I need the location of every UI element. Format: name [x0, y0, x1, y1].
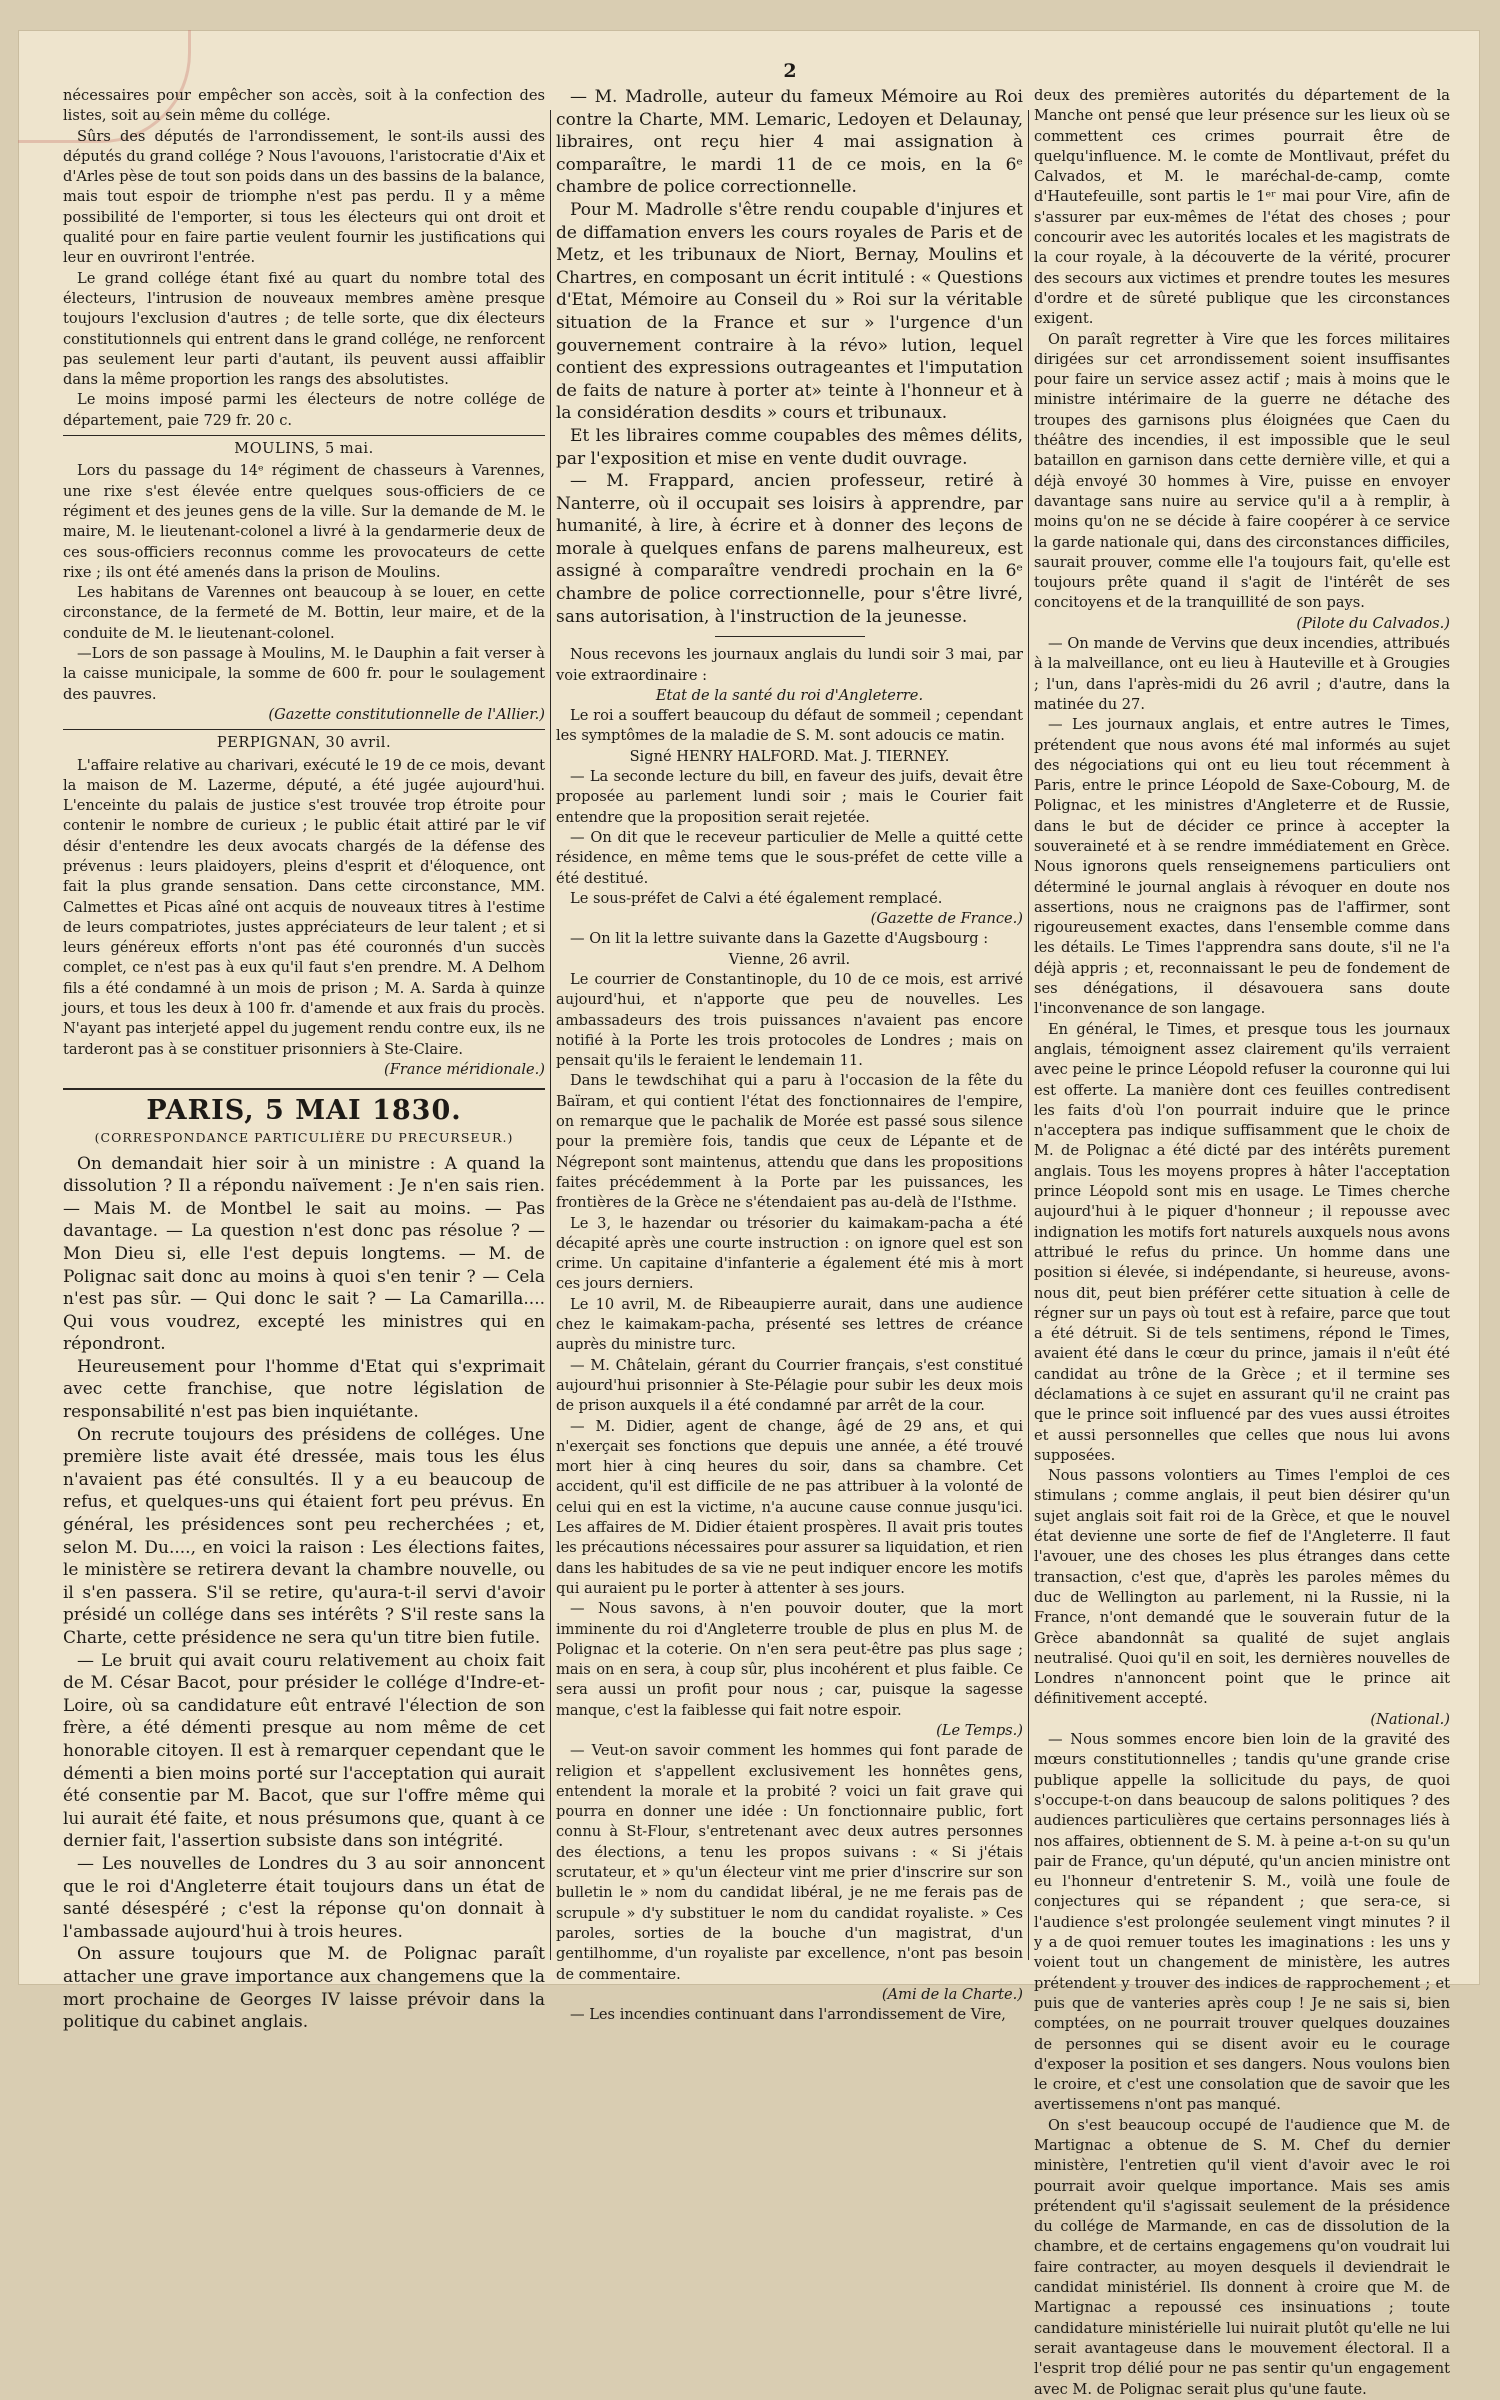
paragraph: Et les libraires comme coupables des mêmes délits, par l'exposition et mise en vente dudit ouvrage. — [556, 425, 1023, 469]
paragraph: Les habitans de Varennes ont beaucoup à se louer, en cette circonstance, de la fermeté de M. Bottin, leur maire, et de la conduite de M. le lieutenant-colonel. — [63, 584, 545, 642]
column-2 — [556, 86, 1023, 2024]
paragraph: On s'est beaucoup occupé de l'audience que M. de Martignac a obtenue de S. M. Chef du dernier ministère, l'entretien qu'il vient d'avoir avec le roi pourrait avoir quelque importance. Mais ses amis prétendent qu'il s'agissait seulement de la présidence du collége de Marmande, en cas de dissolution de la chambre, et de certains engagemens qu'on voudrait lui faire contracter, au moyen desquels il deviendrait le candidat ministériel. Ils donnent à croire que M. de Martignac a repoussé ces insinuations ; toute candidature ministérielle lui nuirait plutôt qu'elle ne lui serait avantageuse dans le mouvement électoral. Il a l'esprit trop délié pour ne pas sentir qu'un engagement avec M. de Polignac serait plus qu'une faute. — [1034, 2116, 1450, 2398]
paragraph: — Les nouvelles de Londres du 3 au soir annoncent que le roi d'Angleterre était toujours dans un état de santé désespéré ; c'est la réponse qu'on donnait à l'ambassade aujourd'hui à trois heures. — [63, 1853, 545, 1942]
page-number: 2 — [783, 60, 797, 82]
paragraph: Dans le tewdschihat qui a paru à l'occasion de la fête du Baïram, et qui contient l'état des fonctionnaires de l'empire, on remarque que le pachalik de Morée est passé sous silence pour la première fois, tandis que ceux de Lépante et de Négrepont sont maintenus, attendu que dans les propositions faites précédemment à la Porte par les puissances, les frontières de la Grèce ne s'étendaient pas au-delà de l'Isthme. — [556, 1072, 1023, 1212]
dateline-vienne: Vienne, 26 avril. — [728, 950, 851, 968]
paragraph: Le 10 avril, M. de Ribeaupierre aurait, dans une audience chez le kaimakam-pacha, présenté ses lettres de créance auprès du ministre turc. — [556, 1295, 1023, 1354]
paragraph: L'affaire relative au charivari, exécuté le 19 de ce mois, devant la maison de M. Lazerme, député, a été jugée aujourd'hui. L'enceinte du palais de justice s'est trouvée trop étroite pour contenir le nombre de curieux ; le public était attiré par le vif désir d'entendre les deux avocats chargés de la défense des prévenus : leurs plaidoyers, pleins d'esprit et d'éloquence, ont fait la plus grande sensation. Dans cette circonstance, MM. Calmettes et Picas aîné ont acquis de nouveaux titres à l'estime de leurs compatriotes, justes appréciateurs de leur talent ; et si leurs généreux efforts n'ont pas été couronnés d'un succès complet, ce n'est pas à eux qu'il faut s'en prendre. M. A Delhom fils a été condamné à un mois de prison ; M. A. Sarda à quinze jours, et tous les deux à 100 fr. d'amende et aux frais du procès. N'ayant pas interjeté appel du jugement rendu contre eux, ils ne tarderont pas à se constituer prisonniers à Ste-Claire. — [63, 756, 545, 1058]
paragraph: — M. Châtelain, gérant du Courrier français, s'est constitué aujourd'hui prisonnier à Ste-Pélagie pour subir les deux mois de prison auxquels il a été condamné par arrêt de la cour. — [556, 1356, 1023, 1415]
paragraph: Sûrs des députés de l'arrondissement, le sont-ils aussi des députés du grand collége ? Nous l'avouons, l'aristocratie d'Aix et d'Arles pèse de tout son poids dans un des bassins de la balance, mais tout espoir de triomphe n'est pas perdu. Il y a même possibilité de l'emporter, si tous les électeurs qui ont droit et qualité pour en faire partie veulent fournir les justifications qui leur en ouvriront l'entrée. — [63, 127, 546, 267]
bulletin-title: Etat de la santé du roi d'Angleterre. — [655, 686, 924, 704]
source-attribution: (Ami de la Charte.) — [881, 1985, 1023, 2003]
source-attribution: (Pilote du Calvados.) — [1296, 614, 1450, 632]
paragraph: Le sous-préfet de Calvi a été également remplacé. — [570, 889, 943, 907]
source-attribution: (National.) — [1370, 1710, 1450, 1728]
correspondence-label: (CORRESPONDANCE PARTICULIÈRE DU PRECURSEUR.) — [94, 1130, 514, 1146]
source-attribution: (France méridionale.) — [384, 1060, 545, 1078]
paragraph: — On lit la lettre suivante dans la Gazette d'Augsbourg : — [570, 930, 989, 948]
paragraph: deux des premières autorités du département de la Manche ont pensé que leur présence sur les lieux où se commettent ces crimes pourrait être de quelqu'influence. M. le comte de Montlivaut, préfet du Calvados, et M. le maréchal-de-camp, comte d'Hautefeuille, sont partis le 1ᵉʳ mai pour Vire, afin de s'assurer par eux-mêmes de l'état des choses ; pour concourir avec les autorités locales et les magistrats de la cour royale, à la découverte de la vérité, procurer des secours aux victimes et prendre toutes les mesures d'ordre et de sûreté publique que les circonstances exigent. — [1034, 87, 1450, 328]
paragraph: — On dit que le receveur particulier de Melle a quitté cette résidence, en même tems que le sous-préfet de cette ville a été destitué. — [556, 828, 1023, 887]
paragraph: — La seconde lecture du bill, en faveur des juifs, devait être proposée au parlement lundi soir ; mais le Courier fait entendre que la proposition serait rejetée. — [556, 768, 1023, 826]
bulletin-signature: Signé HENRY HALFORD. Mat. J. TIERNEY. — [629, 747, 950, 765]
paragraph: En général, le Times, et presque tous les journaux anglais, témoignent assez clairement qu'ils verraient avec peine le prince Léopold refuser la couronne qui lui est offerte. La manière dont ces feuilles contredisent les faits d'où l'on pourrait induire que le prince n'acceptera pas indique suffisamment que le choix de M. de Polignac a été dicté par des intérêts purement anglais. Tous les moyens propres à hâter l'acceptation prince Léopold sont mis en usage. Le Times cherche aujourd'hui à le piquer d'honneur ; il repousse avec indignation les motifs fort naturels auxquels nous avons attribué le refus du prince. Un homme dans une position si élevée, si indépendante, si heureuse, avons-nous dit, peut bien préférer cette situation à celle de régner sur un pays où tout est à refaire, parce que tout a été détruit. Si de tels sentimens, répond le Times, avaient été dans le cœur du prince, jamais il n'eût été candidat au trône de la Grèce ; et il termine ses déclamations à ce sujet en assurant qu'il ne craint pas que le prince soit influencé par des vues aussi étroites et aussi personnelles que celles que nous lui avons supposées. — [1034, 1020, 1450, 1464]
paragraph: — On mande de Vervins que deux incendies, attribués à la malveillance, ont eu lieu à Hauteville et à Grougies ; l'un, dans l'après-midi du 26 avril ; d'autre, dans la matinée du 27. — [1034, 635, 1450, 713]
paragraph: — M. Frappard, ancien professeur, retiré à Nanterre, où il occupait ses loisirs à apprendre, par humanité, à lire, à écrire et à donner des leçons de morale à quelques enfans de parens malheureux, est assigné à comparaître vendredi prochain en la 6ᵉ chambre de police correctionnelle, pour s'être livré, sans autorisation, à l'instruction de la jeunesse. — [556, 471, 1023, 627]
source-attribution: (Gazette de France.) — [870, 910, 1023, 928]
paragraph: Le 3, le hazendar ou trésorier du kaimakam-pacha a été décapité après une courte instruction : on ignore quel est son crime. Un capitaine d'infanterie a également été mis à mort ces jours derniers. — [556, 1214, 1023, 1293]
paragraph: — Les incendies continuant dans l'arrondissement de Vire, — [570, 2006, 1006, 2024]
paragraph: Heureusement pour l'homme d'Etat qui s'exprimait avec cette franchise, que notre législation de responsabilité n'est pas bien inquiétante. — [63, 1356, 545, 1423]
paragraph: Le moins imposé parmi les électeurs de notre collége de département, paie 729 fr. 20 c. — [63, 391, 545, 429]
paragraph: — Le bruit qui avait couru relativement au choix fait de M. César Bacot, pour présider le collége d'Indre-et-Loire, où sa candidature eût entravé l'élection de son frère, a été démenti presque au nom même de cet honorable citoyen. Il est à remarquer cependant que le démenti a bien moins porté sur l'acceptation qui aurait été consentie par M. Bacot, que sur l'offre même qui lui aurait été faite, et nous présumons que, quant à ce dernier fait, l'assertion subsiste dans son intégrité. — [63, 1650, 545, 1852]
paragraph: Le courrier de Constantinople, du 10 de ce mois, est arrivé aujourd'hui, et n'apporte que peu de nouvelles. Les ambassadeurs des trois puissances n'avaient pas encore notifié à la Porte les trois protocoles de Londres ; mais on pensait qu'ils le feraient le lendemain 11. — [556, 971, 1023, 1070]
source-attribution: (Le Temps.) — [936, 1721, 1023, 1739]
dateline-moulins: MOULINS, 5 mai. — [63, 435, 545, 459]
paragraph: Pour M. Madrolle s'être rendu coupable d'injures et de diffamation envers les cours royales de Paris et de Metz, et les tribunaux de Niort, Bernay, Moulins et Chartres, en composant un écrit intitulé : « Questions d'Etat, Mémoire au Conseil du » Roi sur la véritable situation de la France et sur » l'urgence d'un gouvernement contraire à la révo» lution, lequel contient des expressions outrageantes et l'imputation de faits de nature à porter at» teinte à l'honneur et à la considération desdits » cours et tribunaux. — [556, 199, 1023, 424]
paragraph: — M. Didier, agent de change, âgé de 29 ans, et qui n'exerçait ses fonctions que depuis une année, a été trouvé mort hier à cinq heures du soir, dans sa chambre. Cet accident, qu'il est difficile de ne pas attribuer à la volonté de celui qui en est la victime, n'a aucune cause connue jusqu'ici. Les affaires de M. Didier étaient prospères. Il avait pris toutes les précautions nécessaires pour assurer sa liquidation, et rien dans les habitudes de sa vie ne peut indiquer encore les motifs qui auraient pu le porter à attenter à ses jours. — [556, 1417, 1023, 1597]
paragraph: Le grand collége étant fixé au quart du nombre total des électeurs, l'intrusion de nouveaux membres amène presque toujours l'exclusion d'autres ; de telle sorte, que dix électeurs constitutionnels qui entrent dans le grand collége, ne renforcent pas seulement leur parti d'autant, ils peuvent aussi affaiblir dans la même proportion les rangs des absolutistes. — [63, 269, 545, 389]
paragraph: Le roi a souffert beaucoup du défaut de sommeil ; cependant les symptômes de la maladie de S. M. sont adoucis ce matin. — [556, 707, 1023, 745]
dateline-perpignan: PERPIGNAN, 30 avril. — [63, 729, 545, 753]
paragraph: Nous recevons les journaux anglais du lundi soir 3 mai, par voie extraordinaire : — [556, 646, 1023, 684]
paragraph: On paraît regretter à Vire que les forces militaires dirigées sur cet arrondissement soient insuffisantes pour faire un service assez actif ; mais à moins que le ministre intérimaire de la guerre ne détache des troupes des garnisons plus éloignées que Caen du théâtre des incendies, il est impossible que le seul bataillon en garnison dans cette dernière ville, et qui a déjà envoyé 30 hommes à Vire, puisse en envoyer davantage sans nuire au service qu'il a à remplir, à moins qu'on ne se décide à faire coopérer à ce service la garde nationale qui, dans des circonstances difficiles, saurait prouver, comme elle l'a toujours fait, qu'elle est toujours prête quand il s'agit de l'intérêt de ses concitoyens et de la tranquillité de son pays. — [1034, 330, 1450, 612]
section-separator — [715, 636, 865, 637]
paragraph: — Les journaux anglais, et entre autres le Times, prétendent que nous avons été mal informés au sujet des négociations qui ont eu lieu tout récemment à Paris, entre le prince Léopold de Saxe-Cobourg, M. de Polignac, et les ministres d'Angleterre et de Russie, dans le but de décider ce prince à accepter la souveraineté et à se rendre immédiatement en Grèce. Nous ignorons quels renseignemens particuliers ont déterminé le journal anglais à révoquer en doute nos assertions, nous ne craignons pas de l'affirmer, sont rigoureusement exactes, dans l'ensemble comme dans les détails. Le Times l'apprendra sans doute, s'il ne l'a déjà appris ; et, reconnaissant le peu de fondement de ses dénégations, il désavouera sans doute l'inconvenance de son langage. — [1034, 716, 1450, 1018]
column-3 — [1034, 86, 1450, 2398]
paragraph: — Nous sommes encore bien loin de la gravité des mœurs constitutionnelles ; tandis qu'une grande crise publique appelle la sollicitude du pays, de quoi s'occupe-t-on dans beaucoup de salons politiques ? des audiences particulières que certains personnages liés à nos affaires, obtiennent de S. M. à peine a-t-on su qu'un pair de France, qu'un député, qu'un ancien ministre ont eu l'honneur d'entretenir S. M., voilà une foule de conjectures qui se répandent ; que sera-ce, si l'audience s'est prolongée seulement vingt minutes ? il y a de quoi remuer toutes les imaginations : les uns y voient tout un changement de ministère, les autres prétendent y trouver des indices de rapprochement ; et puis que de vanteries après coup ! Je ne sais si, bien comptées, on ne pourrait trouver quelques douzaines de personnes qui se disent avoir eu le courage d'exposer la position et ses dangers. Nous voulons bien le croire, et c'est une consolation que de savoir que les avertissemens n'ont pas manqué. — [1034, 1731, 1450, 2114]
paragraph: Lors du passage du 14ᵉ régiment de chasseurs à Varennes, une rixe s'est élevée entre quelques sous-officiers de ce régiment et des jeunes gens de la ville. Sur la demande de M. le maire, M. le lieutenant-colonel a livré à la gendarmerie deux de ces sous-officiers reconnus comme les provocateurs de cette rixe ; ils ont été amenés dans la prison de Moulins. — [63, 462, 545, 581]
source-attribution: (Gazette constitutionnelle de l'Allier.) — [268, 705, 545, 723]
paragraph: On assure toujours que M. de Polignac paraît attacher une grave importance aux changemens que la mort prochaine de Georges IV laisse prévoir dans la politique du cabinet anglais. — [63, 1944, 545, 2033]
paris-heading: PARIS, 5 MAI 1830. — [63, 1088, 545, 1128]
paragraph: — Nous savons, à n'en pouvoir douter, que la mort imminente du roi d'Angleterre trouble de plus en plus M. de Polignac et la coterie. On n'en sera peut-être pas plus sage ; mais on en sera, à coup sûr, plus incohérent et plus faible. Ce sera aussi un profit pour nous ; car, puisque la sagesse manque, c'est la faiblesse qui fait notre espoir. — [556, 1600, 1023, 1719]
column-divider — [1028, 110, 1029, 1960]
paragraph: nécessaires pour empêcher son accès, soit à la confection des listes, soit au sein même du collége. — [63, 87, 545, 125]
column-1 — [63, 86, 546, 2033]
paragraph: — M. Madrolle, auteur du fameux Mémoire au Roi contre la Charte, MM. Lemaric, Ledoyen et Delaunay, libraires, ont reçu hier 4 mai assignation à comparaître, le mardi 11 de ce mois, en la 6ᵉ chambre de police correctionnelle. — [556, 87, 1023, 198]
paragraph: — Veut-on savoir comment les hommes qui font parade de religion et s'appellent exclusivement les honnêtes gens, entendent la morale et la probité ? voici un fait grave qui pourra en donner une idée : Un fonctionnaire public, fort connu à St-Flour, s'entretenant avec deux autres personnes des élections, a tenu les propos suivans : « Si j'étais scrutateur, et » qu'un électeur vint me prier d'inscrire sur son bulletin le » nom du candidat libéral, je ne me ferais pas de scrupule » d'y substituer le nom du candidat royaliste. » Ces paroles, sorties de la bouche d'un magistrat, d'un gentilhomme, d'un royaliste par excellence, n'ont pas besoin de commentaire. — [556, 1742, 1023, 1983]
column-divider — [550, 110, 551, 1960]
paragraph: On recrute toujours des présidens de colléges. Une première liste avait été dressée, mais tous les élus n'avaient pas été consultés. Il y a eu beaucoup de refus, et quelques-uns qui étaient fort peu prévus. En général, les présidences sont peu recherchées ; et, selon M. Du...., en voici la raison : Les élections faites, le ministère se retirera devant la chambre nouvelle, ou il s'en passera. S'il se retire, qu'aura-t-il servi d'avoir présidé un collége dans ses intérêts ? S'il reste sans la Charte, cette présidence ne sera qu'un titre bien futile. — [63, 1424, 545, 1649]
paragraph: Nous passons volontiers au Times l'emploi de ces stimulans ; comme anglais, il peut bien désirer qu'un sujet anglais soit fait roi de la Grèce, et que le nouvel état devienne une sorte de fief de l'Angleterre. Il faut l'avouer, une des choses les plus étranges dans cette transaction, c'est que, d'après les paroles mêmes du duc de Wellington au parlement, ni la Russie, ni la France, n'ont demandé que le souverain futur de la Grèce abandonnât sa qualité de sujet anglais neutralisé. Quoi qu'il en soit, les dernières nouvelles de Londres n'annoncent point que le prince ait définitivement accepté. — [1034, 1467, 1450, 1708]
newspaper-page — [18, 30, 1480, 2398]
paragraph: On demandait hier soir à un ministre : A quand la dissolution ? Il a répondu naïvement : Je n'en sais rien. — Mais M. de Montbel le sait au moins. — Pas davantage. — La question n'est donc pas résolue ? — Mon Dieu si, elle l'est depuis longtems. — M. de Polignac sait donc au moins à quoi s'en tenir ? — Cela n'est pas sûr. — Qui donc le sait ? — La Camarilla.... Qui vous voudrez, excepté les ministres qui en répondront. — [63, 1153, 545, 1355]
paragraph: —Lors de son passage à Moulins, M. le Dauphin a fait verser à la caisse municipale, la somme de 600 fr. pour le soulagement des pauvres. — [63, 645, 545, 703]
